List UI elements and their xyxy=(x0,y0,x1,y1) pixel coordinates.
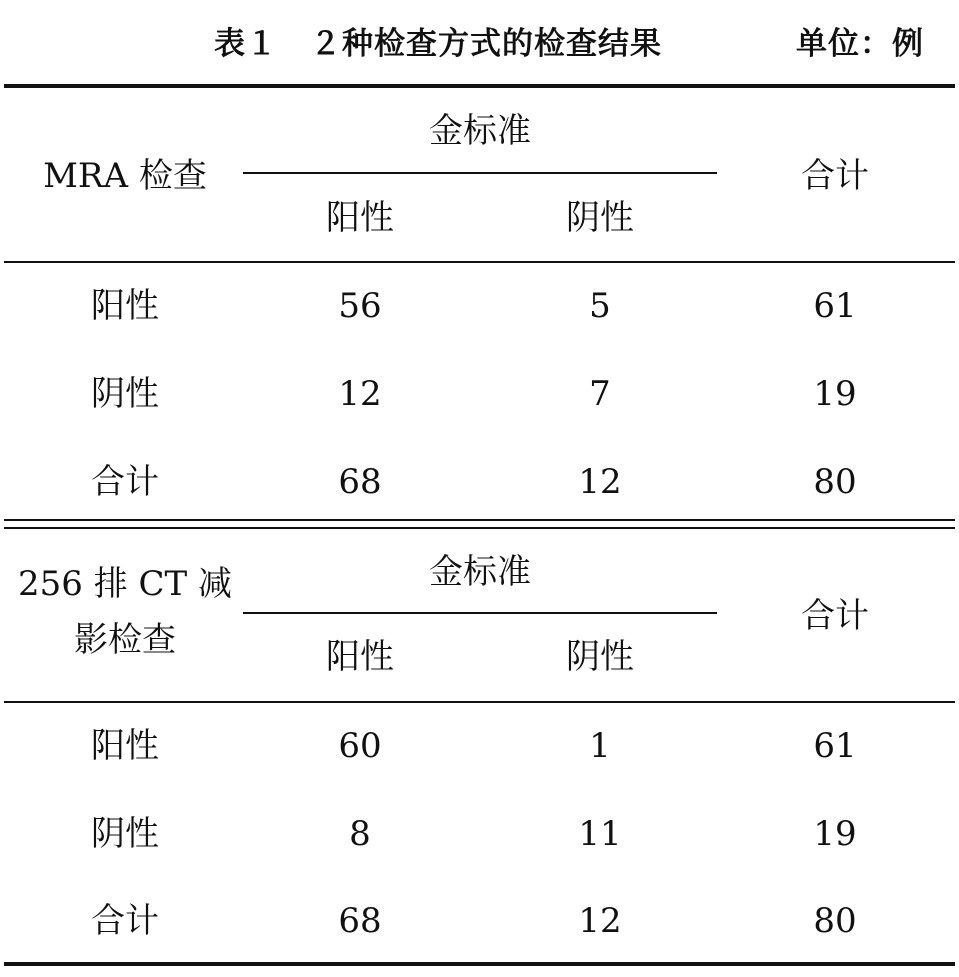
sub-header-negative: 阴性 xyxy=(566,198,634,238)
table-title-bar xyxy=(0,14,959,64)
cell-positive: 8 xyxy=(349,814,371,854)
row-label: 合计 xyxy=(91,462,159,502)
header-rule xyxy=(4,261,955,263)
section-separator-bottom xyxy=(4,527,955,529)
row-label: 阳性 xyxy=(91,726,159,766)
total-header: 合计 xyxy=(801,156,869,196)
stub-header-line-1: 256 排 CT 减 xyxy=(17,564,232,604)
cell-total: 80 xyxy=(813,462,857,502)
row-label: 阳性 xyxy=(91,286,159,326)
stub-header: MRA 检查 xyxy=(43,156,207,196)
cell-total: 19 xyxy=(813,374,857,414)
bottom-rule xyxy=(4,962,955,966)
cell-negative: 12 xyxy=(578,901,622,941)
row-label: 阴性 xyxy=(91,814,159,854)
total-header: 合计 xyxy=(801,596,869,636)
cell-positive: 56 xyxy=(338,286,382,326)
cell-positive: 60 xyxy=(338,726,382,766)
cell-positive: 68 xyxy=(338,901,382,941)
cell-negative: 1 xyxy=(589,726,611,766)
top-rule xyxy=(4,84,955,88)
section-separator-top xyxy=(4,519,955,521)
cell-negative: 5 xyxy=(589,286,611,326)
cell-total: 61 xyxy=(813,286,857,326)
stub-header-line-2: 影检查 xyxy=(74,620,176,660)
cell-positive: 68 xyxy=(338,462,382,502)
sub-header-positive: 阳性 xyxy=(326,198,394,238)
cell-negative: 12 xyxy=(578,462,622,502)
group-header: 金标准 xyxy=(429,111,531,151)
sub-header-positive: 阳性 xyxy=(326,637,394,677)
group-header-rule xyxy=(243,172,717,174)
group-header-rule xyxy=(243,612,717,614)
cell-total: 19 xyxy=(813,814,857,854)
table-unit: 单位：例 xyxy=(796,26,924,62)
cell-total: 61 xyxy=(813,726,857,766)
row-label: 合计 xyxy=(91,901,159,941)
row-label: 阴性 xyxy=(91,374,159,414)
header-rule xyxy=(4,701,955,703)
cell-negative: 11 xyxy=(578,814,622,854)
cell-total: 80 xyxy=(813,901,857,941)
cell-negative: 7 xyxy=(589,374,611,414)
group-header: 金标准 xyxy=(429,552,531,592)
sub-header-negative: 阴性 xyxy=(566,637,634,677)
stub-header xyxy=(10,556,240,668)
cell-positive: 12 xyxy=(338,374,382,414)
table-title: 表１ ２种检查方式的检查结果 xyxy=(214,26,662,62)
